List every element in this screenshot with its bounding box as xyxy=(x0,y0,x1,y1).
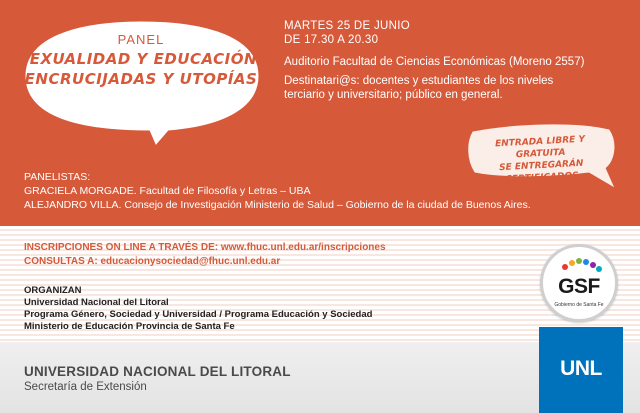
inscriptions-section xyxy=(24,241,386,269)
event-title-line-1: SEXUALIDAD Y EDUCACIÓN: xyxy=(18,50,264,68)
event-title-line-2: ENCRUCIJADAS Y UTOPÍAS xyxy=(24,70,258,88)
event-place: Auditorio Facultad de Ciencias Económicas (Moreno 2557) xyxy=(284,56,585,68)
certificates-line: SE ENTREGARÁN CERTIFICADOS xyxy=(498,158,584,185)
panelists-heading: PANELISTAS: xyxy=(24,171,91,183)
event-audience-line-2: terciario y universitario; público en general. xyxy=(284,89,503,101)
free-entry-line: ENTRADA LIBRE Y GRATUITA xyxy=(494,134,586,161)
contact-email[interactable]: CONSULTAS A: educacionysociedad@fhuc.unl.edu.ar xyxy=(24,256,281,267)
event-time: DE 17.30 A 20.30 xyxy=(284,34,379,46)
footer-subtitle: Secretaría de Extensión xyxy=(24,381,147,393)
organizers-heading: ORGANIZAN xyxy=(24,285,82,296)
event-audience-line-1: Destinatari@s: docentes y estudiantes de los niveles xyxy=(284,75,554,87)
organizer-item: Programa Género, Sociedad y Universidad / Programa Educación y Sociedad xyxy=(24,309,373,320)
event-date: MARTES 25 DE JUNIO xyxy=(284,20,410,32)
panelist-item: GRACIELA MORGADE. Facultad de Filosofía y Letras – UBA xyxy=(24,185,311,197)
gsf-logo-text: GSF xyxy=(558,275,600,298)
gsf-logo xyxy=(540,244,618,322)
event-info xyxy=(284,19,624,102)
organizer-item: Ministerio de Educación Provincia de Santa Fe xyxy=(24,321,235,332)
organizer-item: Universidad Nacional del Litoral xyxy=(24,297,169,308)
people-dots-icon xyxy=(559,257,605,275)
panelists-section xyxy=(24,170,624,212)
footer-title: UNIVERSIDAD NACIONAL DEL LITORAL xyxy=(24,364,291,379)
inscriptions-link[interactable]: INSCRIPCIONES ON LINE A TRAVÉS DE: www.fhuc.unl.edu.ar/inscripciones xyxy=(24,242,386,253)
bubble-content xyxy=(18,32,264,89)
organizers-section xyxy=(24,285,372,333)
panel-label: PANEL xyxy=(117,32,165,47)
unl-logo-text: UNL xyxy=(560,357,602,380)
unl-logo xyxy=(539,327,623,413)
gsf-logo-subtitle: Gobierno de Santa Fe xyxy=(554,302,604,308)
panelist-item: ALEJANDRO VILLA. Consejo de Investigación Ministerio de Salud – Gobierno de la ciudad de Buenos Aires. xyxy=(24,199,531,211)
